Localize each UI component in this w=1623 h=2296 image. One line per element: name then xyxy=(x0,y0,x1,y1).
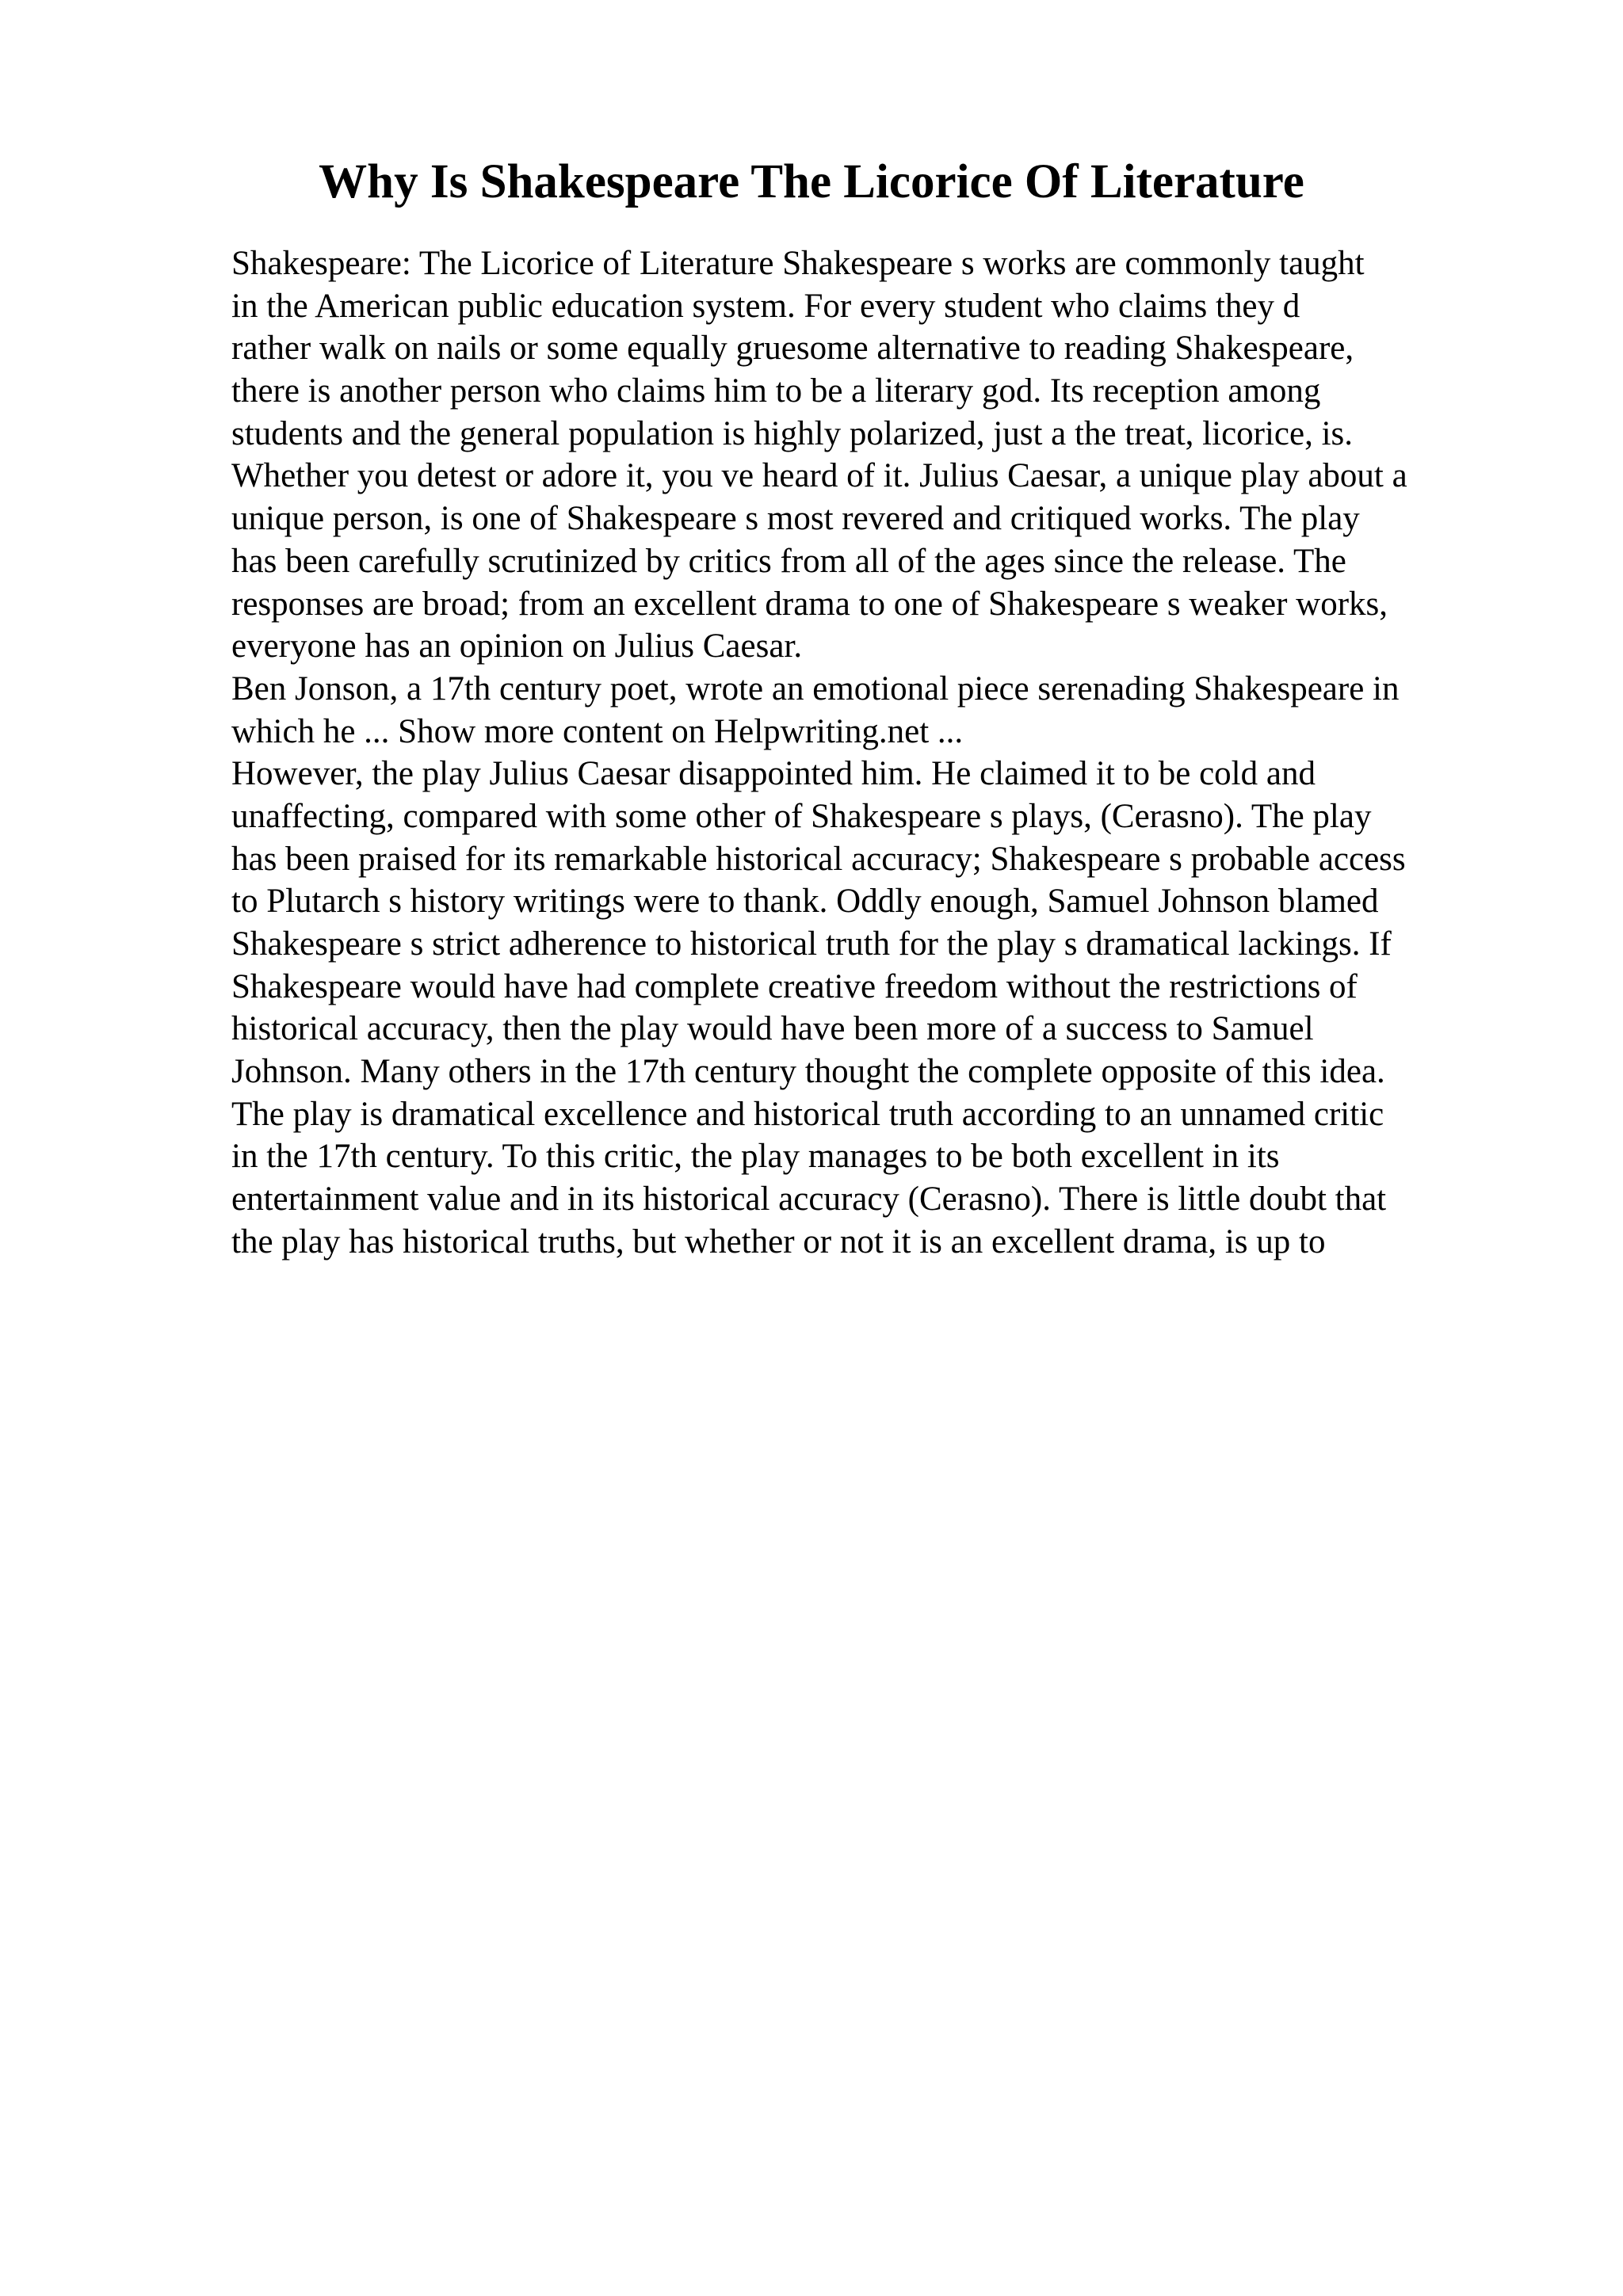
body-line: has been carefully scrutinized by critics from all of the ages since the release. The xyxy=(231,542,1346,580)
body-line: historical accuracy, then the play would have been more of a success to Samuel xyxy=(231,1010,1314,1048)
body-line: everyone has an opinion on Julius Caesar. xyxy=(231,627,803,666)
body-line: Ben Jonson, a 17th century poet, wrote an emotional piece serenading Shakespeare in xyxy=(231,669,1400,707)
body-line: the play has historical truths, but whether or not it is an excellent drama, is up to xyxy=(231,1222,1326,1261)
body-line: which he ... Show more content on Helpwriting.net ... xyxy=(231,712,964,750)
body-line: Shakespeare s strict adherence to historical truth for the play s dramatical lackings. If xyxy=(231,925,1392,963)
body-line: rather walk on nails or some equally gruesome alternative to reading Shakespeare, xyxy=(231,330,1354,368)
body-line: responses are broad; from an excellent drama to one of Shakespeare s weaker works, xyxy=(231,585,1388,623)
body-line: entertainment value and in its historical accuracy (Cerasno). There is little doubt that xyxy=(231,1180,1387,1219)
body-line: Whether you detest or adore it, you ve heard of it. Julius Caesar, a unique play about a xyxy=(231,457,1407,495)
body-line: However, the play Julius Caesar disappointed him. He claimed it to be cold and xyxy=(231,755,1316,793)
body-line: has been praised for its remarkable historical accuracy; Shakespeare s probable access xyxy=(231,840,1406,878)
body-line: unique person, is one of Shakespeare s most revered and critiqued works. The play xyxy=(231,500,1360,538)
body-line: Shakespeare: The Licorice of Literature Shakespeare s works are commonly taught xyxy=(231,245,1365,282)
body-line: Johnson. Many others in the 17th century thought the complete opposite of this idea. xyxy=(231,1053,1385,1091)
body-line: unaffecting, compared with some other of Shakespeare s plays, (Cerasno). The play xyxy=(231,797,1372,835)
document-title: Why Is Shakespeare The Licorice Of Literature xyxy=(319,155,1304,208)
document-body xyxy=(231,242,1610,1264)
body-line: Shakespeare would have had complete creative freedom without the restrictions of xyxy=(231,967,1358,1005)
body-line: in the American public education system. For every student who claims they d xyxy=(231,287,1300,325)
body-line: in the 17th century. To this critic, the play manages to be both excellent in its xyxy=(231,1138,1280,1176)
body-line: there is another person who claims him to be a literary god. Its reception among xyxy=(231,372,1321,410)
body-line: The play is dramatical excellence and historical truth according to an unnamed critic xyxy=(231,1095,1384,1133)
body-line: students and the general population is highly polarized, just a the treat, licorice, is. xyxy=(231,414,1354,452)
body-line: to Plutarch s history writings were to thank. Oddly enough, Samuel Johnson blamed xyxy=(231,883,1379,921)
